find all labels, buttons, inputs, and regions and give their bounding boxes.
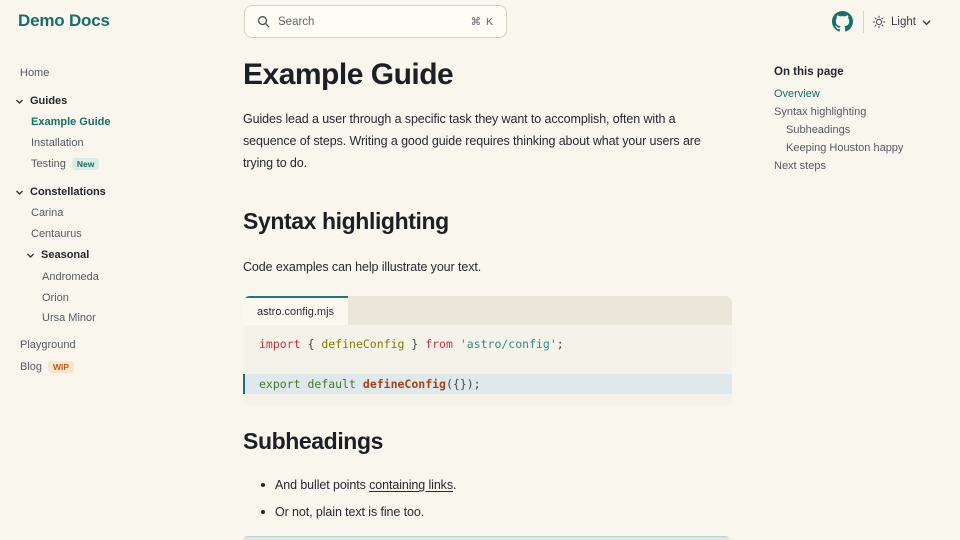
code-tab-filename[interactable]: astro.config.mjs (243, 296, 348, 325)
search-placeholder: Search (278, 15, 315, 28)
code-block (243, 296, 732, 405)
toc-item-overview[interactable]: Overview (774, 88, 820, 100)
heading-syntax-highlighting: Syntax highlighting (243, 208, 449, 234)
chevron-down-icon (921, 17, 932, 28)
sidebar-nav (0, 44, 235, 540)
containing-links-link[interactable]: containing links (369, 478, 453, 492)
on-this-page-toc (774, 44, 949, 540)
toc-item-syntax-highlighting[interactable]: Syntax highlighting (774, 106, 867, 118)
main-content (243, 44, 732, 540)
sidebar-item-ursa-minor[interactable]: Ursa Minor (42, 312, 96, 324)
sun-icon (872, 15, 886, 29)
header-divider (863, 11, 864, 33)
sidebar-item-carina[interactable]: Carina (31, 207, 64, 219)
code-line-3-highlighted: export default defineConfig({}); (243, 374, 732, 394)
sidebar-group-guides[interactable]: Guides (0, 91, 215, 111)
new-badge: New (72, 158, 99, 171)
toc-item-subheadings[interactable]: Subheadings (786, 124, 851, 136)
sidebar-group-constellations[interactable]: Constellations (0, 182, 215, 202)
theme-select-value: Light (891, 16, 916, 28)
chevron-down-icon (15, 188, 24, 197)
code-body (243, 325, 732, 405)
heading-subheadings: Subheadings (243, 428, 384, 454)
toc-item-keeping-houston-happy[interactable]: Keeping Houston happy (786, 142, 904, 154)
sidebar-item-home[interactable]: Home (20, 67, 50, 79)
search-input[interactable] (244, 5, 507, 38)
syntax-paragraph: Code examples can help illustrate your text. (243, 260, 482, 274)
page-title: Example Guide (243, 58, 454, 91)
code-tab-bar (243, 296, 732, 325)
site-header (0, 0, 960, 44)
chevron-down-icon (15, 97, 24, 106)
sidebar-item-orion[interactable]: Orion (42, 292, 69, 304)
github-link[interactable] (832, 11, 853, 32)
list-item: And bullet points containing links. (261, 474, 721, 496)
sidebar-group-seasonal[interactable]: Seasonal (0, 245, 215, 265)
github-icon (832, 11, 853, 32)
intro-paragraph: Guides lead a user through a specific task they want to accomplish, often with a sequence of steps. Writing a good guide requires thinking about what your users are trying to do. (243, 112, 701, 170)
search-shortcut-hint: ⌘ K (470, 15, 494, 28)
theme-select[interactable] (872, 10, 932, 34)
sidebar-item-playground[interactable]: Playground (20, 339, 76, 351)
below-fold-panel-peek (243, 536, 730, 540)
code-line-1: import { defineConfig } from 'astro/config'; (259, 337, 564, 351)
sidebar-item-testing[interactable]: Testing New (0, 154, 215, 174)
sidebar-item-installation[interactable]: Installation (31, 137, 84, 149)
toc-item-next-steps[interactable]: Next steps (774, 160, 826, 172)
wip-badge: WIP (48, 361, 74, 374)
toc-title: On this page (774, 66, 844, 78)
search-icon (257, 15, 270, 28)
bullet-list (261, 474, 721, 528)
sidebar-item-blog[interactable]: Blog WIP (0, 357, 215, 377)
code-line-2-blank (243, 354, 732, 374)
sidebar-item-andromeda[interactable]: Andromeda (42, 271, 99, 283)
chevron-down-icon (26, 251, 35, 260)
list-item: Or not, plain text is fine too. (261, 501, 721, 523)
sidebar-item-example-guide[interactable]: Example Guide (31, 116, 111, 128)
sidebar-item-centaurus[interactable]: Centaurus (31, 228, 82, 240)
site-title[interactable]: Demo Docs (18, 11, 110, 30)
